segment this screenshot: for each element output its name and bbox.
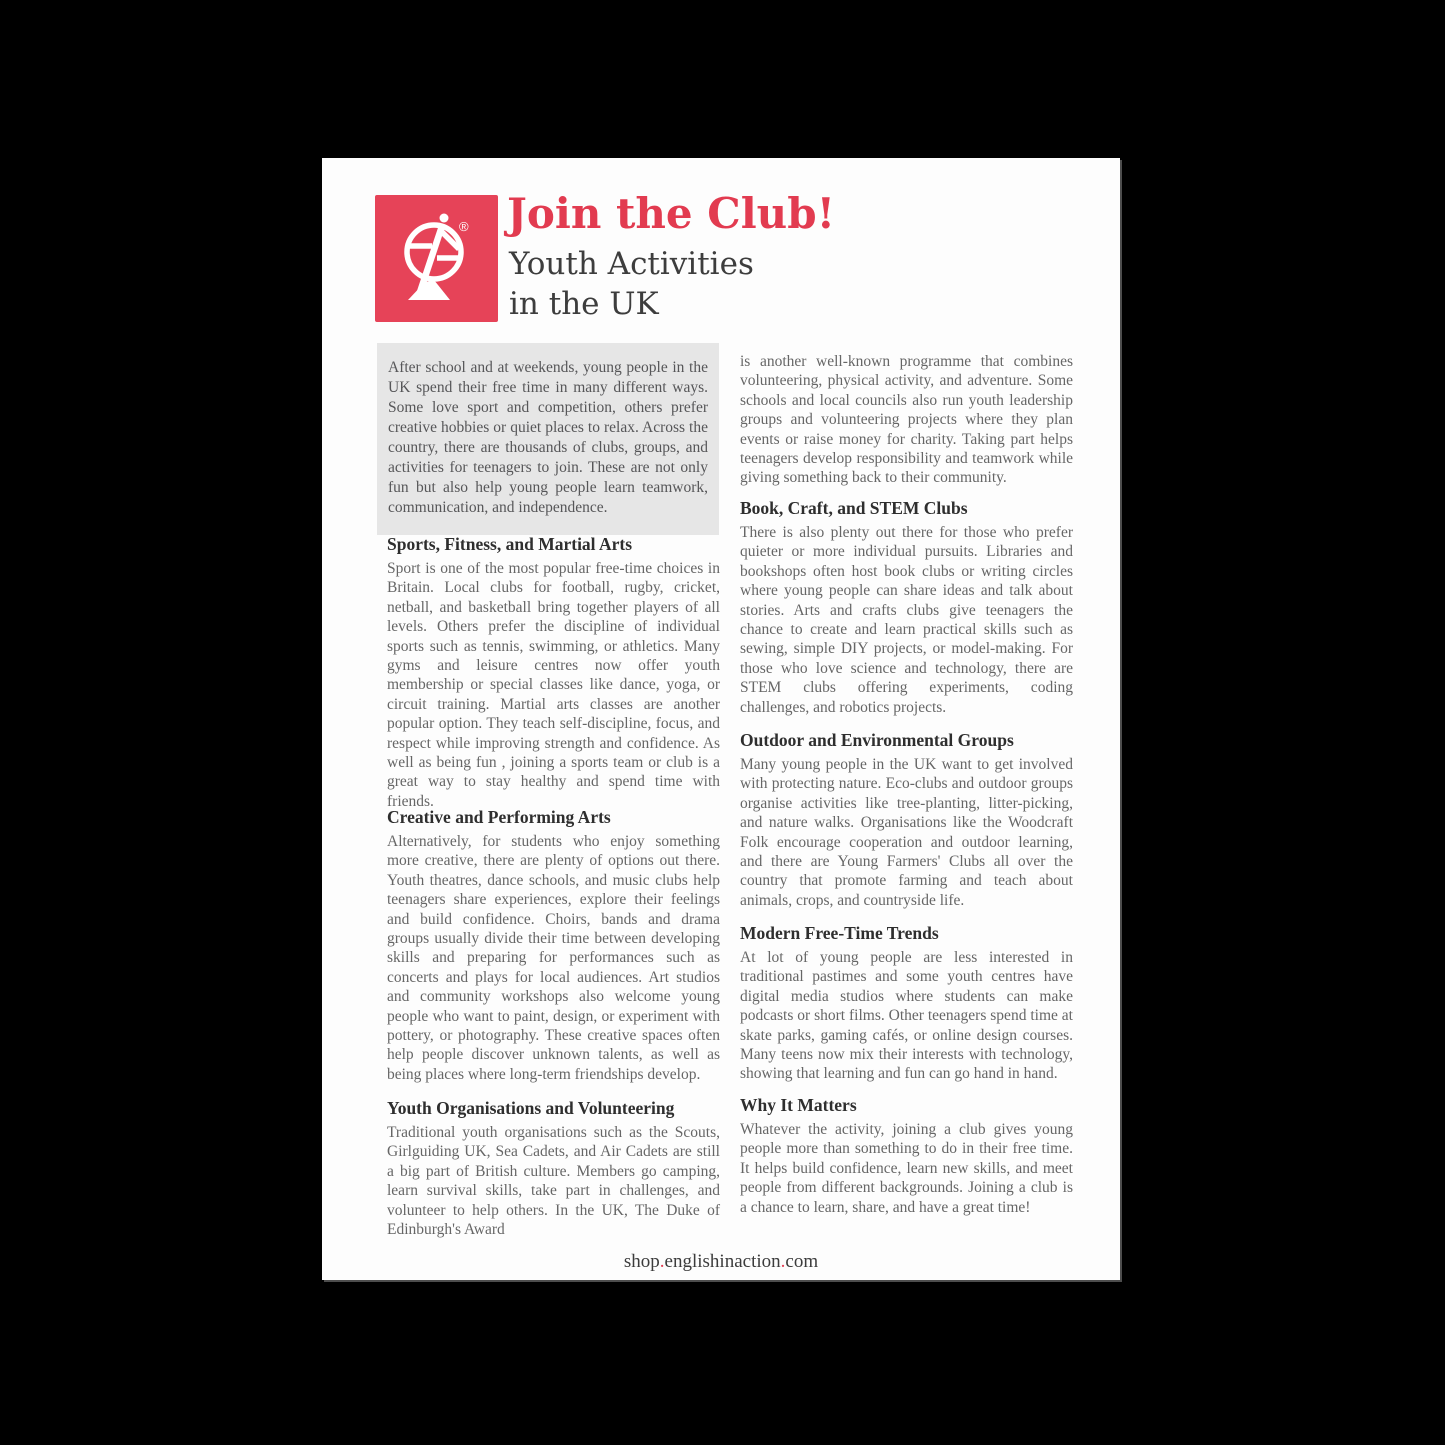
brand-logo [375,195,498,322]
section-why-it-matters [740,1095,1073,1217]
section-body: Traditional youth organisations such as the Scouts, Girlguiding UK, Sea Cadets, and Air Cadets are still a big part of British culture. Members go camping, learn survival skills, take part in challenges, and volunteer to help others. In the UK, The Duke of Edinburgh's Award [387,1124,720,1239]
section-heading: Outdoor and Environmental Groups [740,730,1014,750]
section-body: There is also plenty out there for those who prefer quieter or more individual pursuits. Libraries and bookshops often host book clubs or writing circles where young people can share ideas and talk about stories. Arts and crafts clubs give teenagers the chance to create and learn practical skills such as sewing, simple DIY projects, or model-making. For those who love science and technology, there are STEM clubs offering experiments, coding challenges, and robotics projects. [740,524,1073,716]
footer [322,1251,1120,1273]
intro-box [377,343,719,535]
section-modern-trends [740,923,1073,1084]
section-creative [387,807,720,1084]
footer-dot: . [659,1251,665,1272]
footer-url[interactable] [624,1251,818,1272]
section-heading: Youth Organisations and Volunteering [387,1098,675,1118]
section-outdoor [740,730,1073,910]
registered-mark: ® [459,219,469,234]
intro-paragraph: After school and at weekends, young people in the UK spend their free time in many different ways. Some love sport and competition, others prefer creative hobbies or quiet places to relax. Across the country, there are thousands of clubs, groups, and activities for teenagers to join. These are not only fun but also help young people learn teamwork, communication, and independence. [388,359,708,516]
lead-continuation [740,352,1073,488]
section-sports [387,534,720,811]
page-subtitle-line2: in the UK [509,286,659,322]
globe-stand-logo-icon [375,195,498,322]
footer-url-domain: englishinaction [664,1251,781,1272]
section-book-craft-stem [740,498,1073,717]
footer-url-tld: com [785,1251,819,1272]
section-body: Alternatively, for students who enjoy something more creative, there are plenty of options out there. Youth theatres, dance schools, and music clubs help teenagers share experiences, explore their feelings and build confidence. Choirs, bands and drama groups usually divide their time between developing skills and preparing for performances such as concerts and plays for local audiences. Art studios and community workshops also welcome young people who want to paint, design, or experiment with pottery, or photography. These creative spaces often help people discover unknown talents, as well as being places where long-term friendships develop. [387,833,720,1083]
section-heading: Book, Craft, and STEM Clubs [740,498,968,518]
section-youth-organisations [387,1098,720,1239]
document-page [322,158,1120,1280]
section-body: Sport is one of the most popular free-time choices in Britain. Local clubs for football, rugby, cricket, netball, and basketball bring together players of all levels. Others prefer the discipline of individual sports such as tennis, swimming, or athletics. Many gyms and leisure centres now offer youth membership or special classes like dance, yoga, or circuit training. Martial arts classes are another popular option. They teach self-discipline, focus, and respect while improving strength and confidence. As well as being fun , joining a sports team or club is a great way to stay healthy and spend time with friends. [387,560,720,810]
section-heading: Why It Matters [740,1095,857,1115]
section-body: Many young people in the UK want to get involved with protecting nature. Eco-clubs and outdoor groups organise activities like tree-planting, litter-picking, and nature walks. Organisations like the Woodcraft Folk encourage cooperation and outdoor learning, and there are Young Farmers' Clubs all over the country that promote farming and teach about animals, crops, and countryside life. [740,756,1073,909]
footer-url-shop: shop [623,1251,660,1272]
lead-paragraph: is another well-known programme that combines volunteering, physical activity, and adventure. Some schools and local councils also run youth leadership groups and volunteering projects where they plan events or raise money for charity. Taking part helps teenagers develop responsibility and teamwork while giving something back to their community. [740,353,1073,487]
footer-dot: . [780,1251,786,1272]
section-body: At lot of young people are less interested in traditional pastimes and some youth centres have digital media studios where students can make podcasts or short films. Other teenagers spend time at skate parks, gaming cafés, or online design courses. Many teens now mix their interests with technology, showing that learning and fun can go hand in hand. [740,949,1073,1083]
section-heading: Sports, Fitness, and Martial Arts [387,534,632,554]
section-body: Whatever the activity, joining a club gives young people more than something to do in their free time. It helps build confidence, learn new skills, and meet people from different backgrounds. Joining a club is a chance to learn, share, and have a great time! [740,1121,1073,1216]
page-title: Join the Club! [507,189,836,238]
page-subtitle [509,244,754,324]
section-heading: Creative and Performing Arts [387,807,611,827]
section-heading: Modern Free-Time Trends [740,923,939,943]
page-subtitle-line1: Youth Activities [509,246,754,282]
